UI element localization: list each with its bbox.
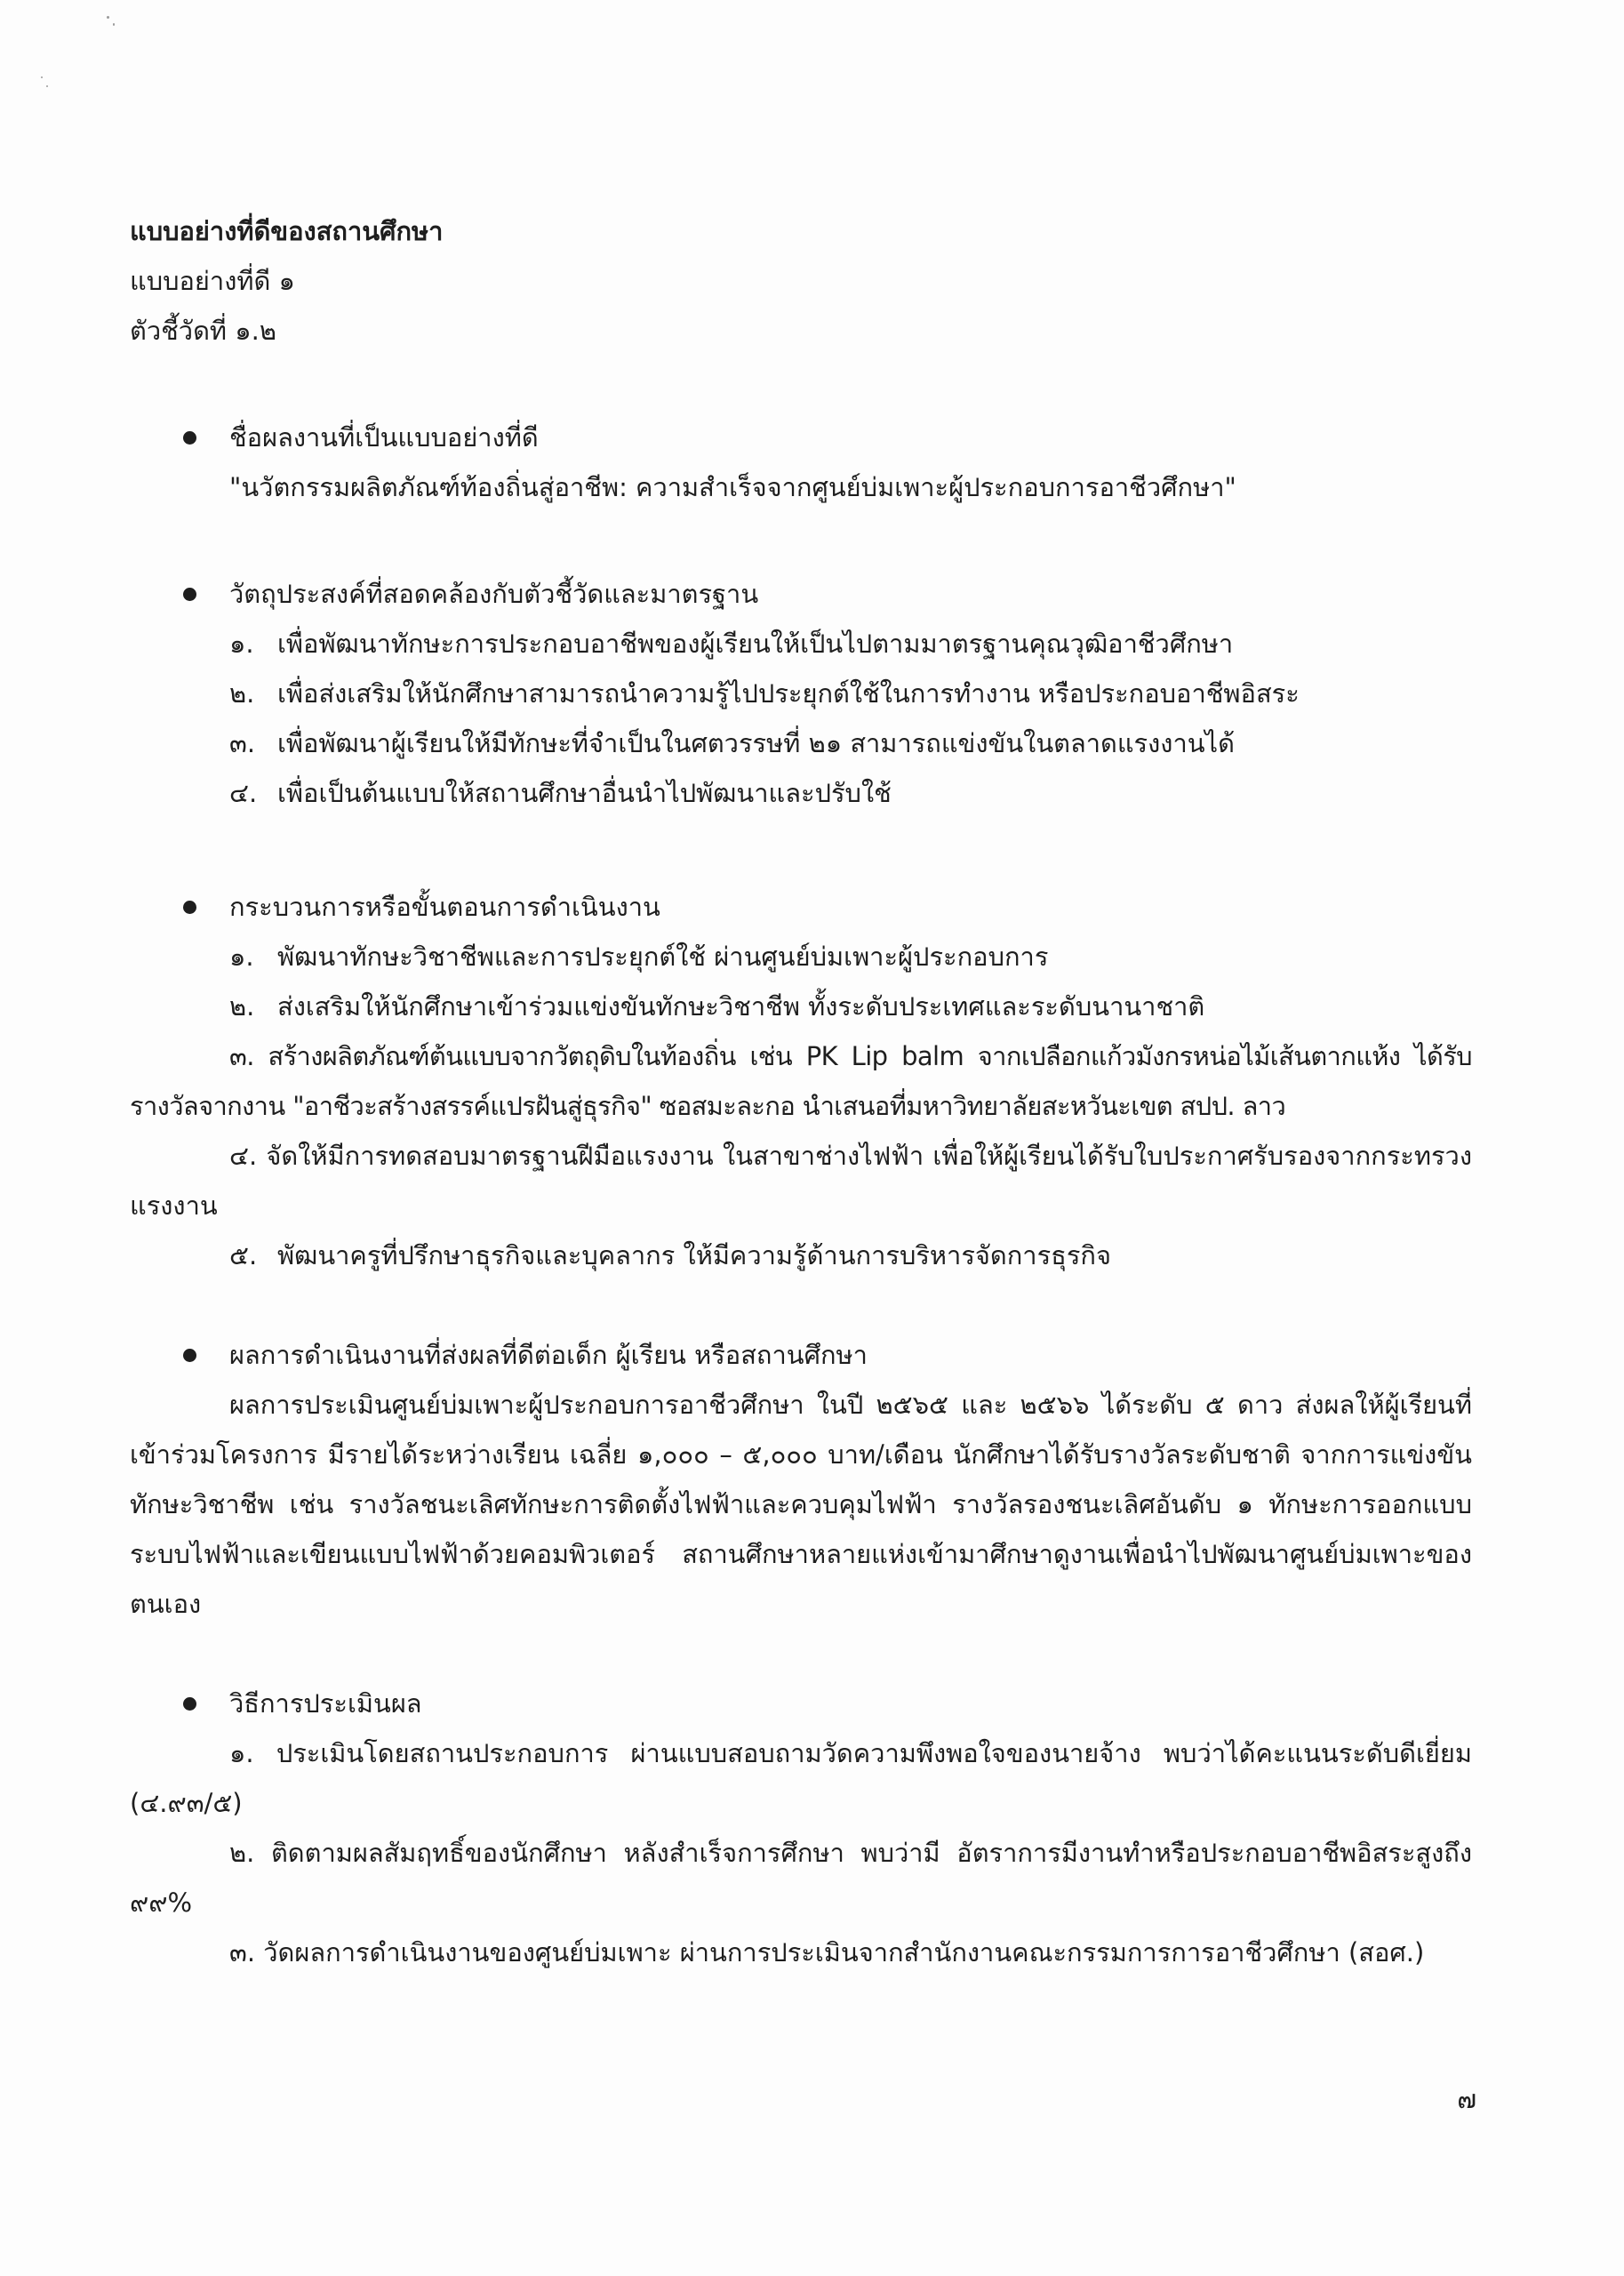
section-results: [130, 1330, 1472, 1629]
section-work-name: [130, 413, 1472, 512]
section-heading: ชื่อผลงานที่เป็นแบบอย่างที่ดี: [229, 422, 539, 453]
bullet-heading: [130, 882, 1472, 932]
list-text: เพื่อพัฒนาทักษะการประกอบอาชีพของผู้เรียนให้เป็นไปตามมาตรฐานคุณวุฒิอาชีวศึกษา: [277, 629, 1234, 659]
bullet-dot: [183, 431, 196, 445]
list-item: [130, 982, 1472, 1031]
scan-speck: [41, 76, 43, 78]
list-paragraph: ๔. จัดให้มีการทดสอบมาตรฐานฝีมือแรงงาน ในสาขาช่างไฟฟ้า เพื่อให้ผู้เรียนได้รับใบประกาศรับรองจากกระทรวงแรงงาน: [130, 1141, 1472, 1221]
list-item: [130, 932, 1472, 982]
list-item: [130, 768, 1472, 818]
list-text: เพื่อเป็นต้นแบบให้สถานศึกษาอื่นนำไปพัฒนาและปรับใช้: [277, 778, 892, 808]
document-title: แบบอย่างที่ดีของสถานศึกษา: [130, 216, 444, 246]
section-heading: ผลการดำเนินงานที่ส่งผลที่ดีต่อเด็ก ผู้เรียน หรือสถานศึกษา: [229, 1340, 868, 1370]
bullet-heading: [130, 569, 1472, 619]
results-paragraph: ผลการประเมินศูนย์บ่มเพาะผู้ประกอบการอาชีวศึกษา ในปี ๒๕๖๕ และ ๒๕๖๖ ได้ระดับ ๕ ดาว ส่งผลให้ผู้เรียนที่เข้าร่วมโครงการ มีรายได้ระหว่างเรียน เฉลี่ย ๑,๐๐๐ – ๕,๐๐๐ บาท/เดือน นักศึกษาได้รับรางวัลระดับชาติ จากการแข่งขันทักษะวิชาชีพ เช่น รางวัลชนะเลิศทักษะการติดตั้งไฟฟ้าและควบคุมไฟฟ้า รางวัลรองชนะเลิศอันดับ ๑ ทักษะการออกแบบระบบไฟฟ้าและเขียนแบบไฟฟ้าด้วยคอมพิวเตอร์ สถานศึกษาหลายแห่งเข้ามาศึกษาดูงานเพื่อนำไปพัฒนาศูนย์บ่มเพาะของตนเอง: [130, 1390, 1472, 1619]
scan-speck: [107, 16, 109, 19]
bullet-dot: [183, 588, 196, 601]
list-item: [130, 619, 1472, 669]
list-text: พัฒนาครูที่ปรึกษาธุรกิจและบุคลากร ให้มีความรู้ด้านการบริหารจัดการธุรกิจ: [277, 1240, 1111, 1270]
list-number: ๑.: [229, 629, 254, 659]
list-paragraph: ๑. ประเมินโดยสถานประกอบการ ผ่านแบบสอบถามวัดความพึงพอใจของนายจ้าง พบว่าได้คะแนนระดับดีเยี่ยม (๔.๙๓/๕): [130, 1738, 1472, 1818]
section-objectives: [130, 569, 1472, 818]
list-number: ๓.: [229, 728, 256, 758]
list-text: ส่งเสริมให้นักศึกษาเข้าร่วมแข่งขันทักษะวิชาชีพ ทั้งระดับประเทศและระดับนานาชาติ: [277, 991, 1205, 1022]
list-text: เพื่อส่งเสริมให้นักศึกษาสามารถนำความรู้ไปประยุกต์ใช้ในการทำงาน หรือประกอบอาชีพอิสระ: [277, 678, 1300, 709]
list-text: พัฒนาทักษะวิชาชีพและการประยุกต์ใช้ ผ่านศูนย์บ่มเพาะผู้ประกอบการ: [277, 942, 1049, 972]
document-subtitle: แบบอย่างที่ดี ๑: [130, 266, 295, 296]
list-paragraph: ๓. วัดผลการดำเนินงานของศูนย์บ่มเพาะ ผ่านการประเมินจากสำนักงานคณะกรรมการการอาชีวศึกษา (สอศ.): [229, 1937, 1425, 1967]
bullet-dot: [183, 1697, 196, 1711]
list-paragraph: ๓. สร้างผลิตภัณฑ์ต้นแบบจากวัตถุดิบในท้องถิ่น เช่น PK Lip balm จากเปลือกแก้วมังกรหน่อไม้เส้นตากแห้ง ได้รับรางวัลจากงาน "อาชีวะสร้างสรรค์แปรฝันสู่ธุรกิจ" ซอสมะละกอ นำเสนอที่มหาวิทยาลัยสะหวันะเขต สปป. ลาว: [130, 1041, 1472, 1121]
scan-speck: [113, 23, 115, 26]
list-item: [130, 669, 1472, 718]
list-number: ๑.: [229, 942, 254, 972]
scan-speck: [46, 85, 48, 87]
list-number: ๔.: [229, 778, 258, 808]
document-indicator: ตัวชี้วัดที่ ๑.๒: [130, 316, 276, 346]
section-heading: วัตถุประสงค์ที่สอดคล้องกับตัวชี้วัดและมาตรฐาน: [229, 579, 759, 609]
section-process: [130, 882, 1472, 1280]
list-paragraph: ๒. ติดตามผลสัมฤทธิ์ของนักศึกษา หลังสำเร็จการศึกษา พบว่ามี อัตราการมีงานทำหรือประกอบอาชีพอิสระสูงถึง ๙๙%: [130, 1838, 1472, 1918]
list-item: [130, 1230, 1472, 1280]
bullet-heading: [130, 1679, 1472, 1728]
bullet-dot: [183, 1349, 196, 1362]
section-heading: วิธีการประเมินผล: [229, 1688, 422, 1719]
bullet-heading: [130, 1330, 1472, 1380]
section-heading: กระบวนการหรือขั้นตอนการดำเนินงาน: [229, 892, 660, 922]
list-item: [130, 718, 1472, 768]
list-number: ๒.: [229, 678, 255, 709]
list-number: ๕.: [229, 1240, 258, 1270]
page-number: ๗: [1457, 2084, 1476, 2114]
work-name-text: "นวัตกรรมผลิตภัณฑ์ท้องถิ่นสู่อาชีพ: ความสำเร็จจากศูนย์บ่มเพาะผู้ประกอบการอาชีวศึกษา": [229, 472, 1236, 502]
section-evaluation: [130, 1679, 1472, 1977]
list-number: ๒.: [229, 991, 255, 1022]
document-body: [130, 206, 1472, 1977]
bullet-heading: [130, 413, 1472, 462]
list-text: เพื่อพัฒนาผู้เรียนให้มีทักษะที่จำเป็นในศตวรรษที่ ๒๑ สามารถแข่งขันในตลาดแรงงานได้: [277, 728, 1235, 758]
bullet-dot: [183, 901, 196, 914]
